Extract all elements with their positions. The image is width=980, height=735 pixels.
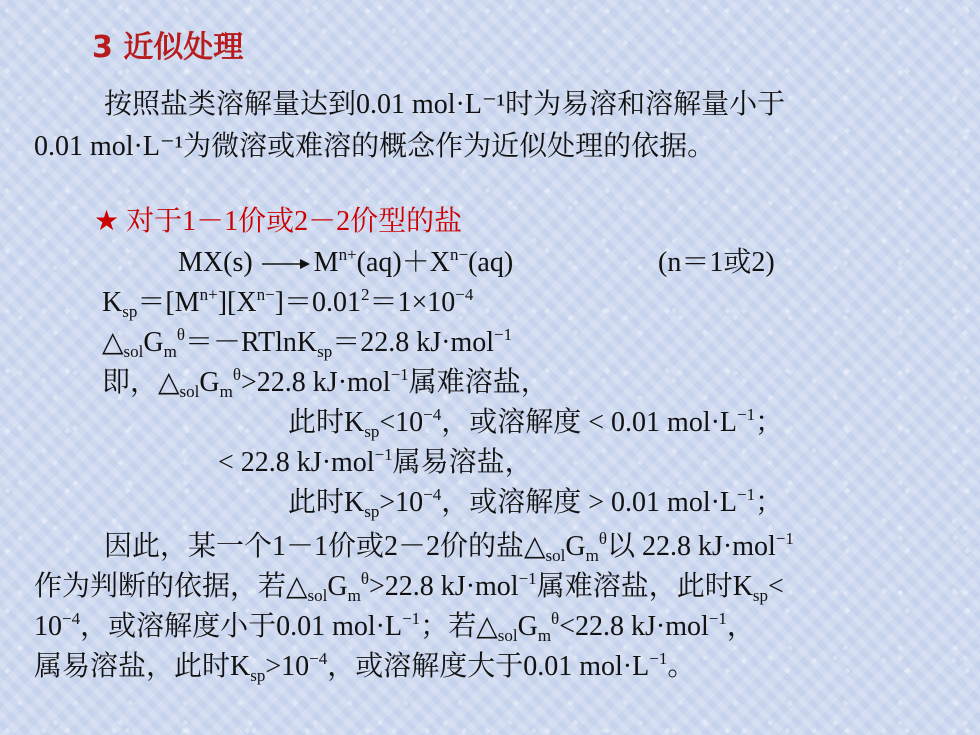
bullet-heading	[94, 204, 462, 239]
gibbs-line: $\triangle_{sol}G_m^\theta=-RTlnK_{sp}=22.8$ kJ·mol$^{-1}$	[102, 325, 513, 361]
star-icon: ★	[94, 204, 120, 237]
reaction-equation: MX(s) $M^{n+}(aq)+X^{n-}(aq)$	[178, 246, 513, 282]
conclusion-line-3: $10^{-4}$，或溶解度小于0.01 $mol\cdot L^{-1}$；若$\triangle_{sol}G_m^\theta<22.8$ kJ·mol$^{-1}$，	[34, 609, 755, 645]
condition-insoluble-ksp: 此时$K_{sp}<10^{-4}$，或溶解度 < 0.01 $mol\cdot L^{-1}$；	[288, 405, 784, 441]
reaction-arrow-icon	[260, 248, 314, 282]
intro-line-1: 按照盐类溶解量达到0.01 mol·L⁻¹时为易溶和溶解量小于	[104, 89, 786, 120]
conclusion-line-2: 作为判断的依据，若$\triangle_{sol}G_m^\theta>22.8$ kJ·mol$^{-1}$属难溶盐，此时$K_{sp}<$	[34, 569, 784, 605]
condition-insoluble: 即，$\triangle_{sol}G_m^\theta>22.8$ kJ·mol$^{-1}$属难溶盐，	[102, 365, 549, 401]
reaction-condition: (n＝1或2)	[658, 247, 775, 278]
condition-soluble-ksp: 此时$K_{sp}>10^{-4}$，或溶解度 > 0.01 $mol\cdot L^{-1}$；	[288, 485, 784, 521]
conclusion-line-1: 因此，某一个1－1价或2－2价的盐$\triangle_{sol}G_m^\theta$以 22.8 kJ·mol$^{-1}$	[104, 529, 794, 565]
intro-line-2: 0.01 mol·L⁻¹为微溶或难溶的概念作为近似处理的依据。	[34, 131, 716, 162]
page-title: 3 近似处理	[92, 30, 244, 65]
ksp-line: $K_{sp}=[M^{n+}][X^{n-}]=0.01^2=1\times 10^{-4}$	[102, 285, 474, 321]
conclusion-line-4: 属易溶盐，此时$K_{sp}>10^{-4}$，或溶解度大于0.01 $mol\cdot L^{-1}$。	[34, 649, 696, 685]
condition-soluble: < 22.8 kJ·mol$^{-1}$属易溶盐，	[218, 445, 533, 478]
bullet-text: 对于1－1价或2－2价型的盐	[126, 206, 463, 237]
